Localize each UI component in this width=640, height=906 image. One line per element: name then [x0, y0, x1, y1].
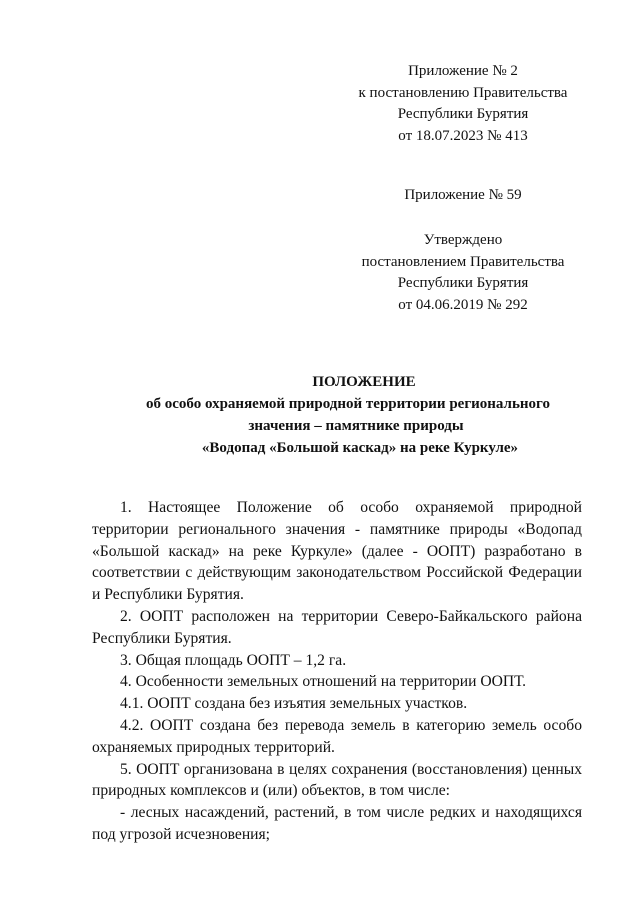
appendix-2-to-resolution: к постановлению Правительства	[358, 84, 568, 101]
document-body	[92, 497, 582, 846]
approval-block	[340, 230, 586, 316]
approval-label: Утверждено	[423, 232, 503, 248]
appendix-2-date: от 18.07.2023 № 413	[398, 127, 528, 144]
document-title	[100, 371, 620, 459]
appendix-2-header	[340, 61, 586, 147]
paragraph-4-1: 4.1. ООПТ создана без изъятия земельных участков.	[120, 695, 468, 713]
appendix-59-number: Приложение № 59	[404, 187, 522, 203]
paragraph-2: 2. ООПТ расположен на территории Северо-Байкальского района Республики Бурятия.	[92, 607, 582, 647]
approval-date: от 04.06.2019 № 292	[398, 296, 528, 313]
appendix-59-header	[340, 185, 586, 207]
paragraph-1: 1. Настоящее Положение об особо охраняемой природной территории регионального значения - памятнике природы «Водопад «Большой каскад» на реке Куркуле» (далее - ООПТ) разработано в соответствии с действующим законодательством Российской Федерации и Республики Бурятия.	[92, 499, 582, 604]
title-line-4: «Водопад «Большой каскад» на реке Куркуле»	[201, 440, 519, 456]
appendix-2-number: Приложение № 2	[408, 63, 518, 79]
paragraph-5: 5. ООПТ организована в целях сохранения (восстановления) ценных природных комплексов и (или) объектов, в том числе:	[92, 760, 582, 800]
title-heading: ПОЛОЖЕНИЕ	[312, 374, 416, 390]
paragraph-3: 3. Общая площадь ООПТ – 1,2 га.	[120, 651, 347, 669]
appendix-2-republic: Республики Бурятия	[397, 106, 529, 122]
title-line-2: об особо охраняемой природной территории регионального	[146, 396, 550, 412]
approval-by-resolution: постановлением Правительства	[361, 253, 565, 270]
paragraph-5-list-item: - лесных насаждений, растений, в том числе редких и находящихся под угрозой исчезновения;	[92, 804, 582, 843]
paragraph-4-2: 4.2. ООПТ создана без перевода земель в категорию земель особо охраняемых природных территорий.	[92, 716, 582, 756]
approval-republic: Республики Бурятия	[397, 275, 529, 291]
title-line-3: значения – памятнике природы	[248, 418, 464, 434]
paragraph-4: 4. Особенности земельных отношений на территории ООПТ.	[120, 673, 527, 691]
